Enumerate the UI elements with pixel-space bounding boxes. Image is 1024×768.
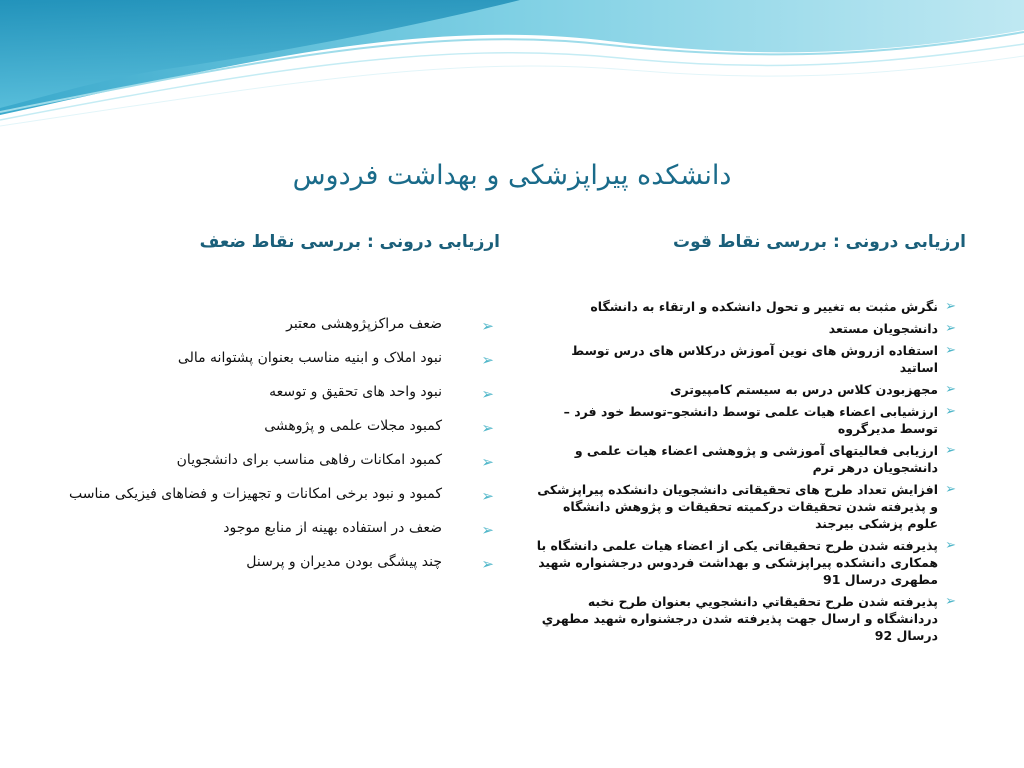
arrow-bullet-icon: ➢ [945,538,956,553]
list-item: ➢ ضعف در استفاده بهینه از منابع موجود [54,516,494,541]
list-item: ➢ نبود املاک و ابنیه مناسب بعنوان پشتوانه مالی [54,346,494,371]
arrow-bullet-icon: ➢ [945,404,956,419]
list-item: ➢ افزایش تعداد طرح های تحقیقاتی دانشجویان دانشکده پیراپزشکی و پذیرفته شدن تحقیقات درکمیته تحقیقات و پژوهش دانشگاه علوم پزشکی بیرجند [537,482,956,531]
list-item: ➢ پذیرفته شدن طرح تحقیقاتي دانشجويي بعنوان طرح نخبه دردانشگاه و ارسال جهت پذيرفته شدن درجشنواره شهيد مطهري درسال 92 [541,594,956,643]
arrow-bullet-icon: ➢ [945,321,956,336]
weaknesses-list [54,312,494,584]
list-item: ➢ استفاده ازروش های نوین آموزش درکلاس های درس توسط اساتید [571,343,956,375]
arrow-bullet-icon: ➢ [945,594,956,609]
arrow-bullet-icon: ➢ [481,385,494,403]
list-item: ➢ ارزیابی فعالیتهای آموزشی و پژوهشی اعضاء هیات علمی و دانشجویان درهر ترم [574,443,956,475]
arrow-bullet-icon: ➢ [945,482,956,497]
arrow-bullet-icon: ➢ [481,453,494,471]
list-item: ➢ دانشجویان مستعد [828,321,956,336]
list-item: ➢ نگرش مثبت به تغییر و تحول دانشکده و ارتقاء به دانشگاه [590,299,956,314]
list-item: ➢ کمبود و نبود برخی امکانات و تجهیزات و فضاهای فیزیکی مناسب [54,482,494,507]
list-item: ➢ چند پیشگی بودن مدیران و پرسنل [54,550,494,575]
arrow-bullet-icon: ➢ [481,487,494,505]
list-item: ➢ کمبود مجلات علمی و پژوهشی [54,414,494,439]
list-item: ➢ مجهزبودن کلاس درس به سیستم کامپیوتری [670,382,956,397]
arrow-bullet-icon: ➢ [945,382,956,397]
strengths-heading: ارزیابی درونی : بررسی نقاط قوت [673,232,966,252]
arrow-bullet-icon: ➢ [945,343,956,358]
list-item: ➢ کمبود امکانات رفاهی مناسب برای دانشجویان [54,448,494,473]
header-wave-decoration [0,0,1024,130]
arrow-bullet-icon: ➢ [481,351,494,369]
strengths-list [536,298,956,649]
arrow-bullet-icon: ➢ [481,317,494,335]
arrow-bullet-icon: ➢ [481,555,494,573]
arrow-bullet-icon: ➢ [481,521,494,539]
arrow-bullet-icon: ➢ [945,443,956,458]
slide-title: دانشکده پیراپزشکی و بهداشت فردوس [292,160,732,191]
list-item: ➢ ارزشیابی اعضاء هیات علمی توسط دانشجو–توسط خود فرد – توسط مدیرگروه [563,404,956,436]
list-item: ➢ نبود واحد های تحقیق و توسعه [54,380,494,405]
list-item: ➢ ضعف مراکزپژوهشی معتبر [54,312,494,337]
weaknesses-heading: ارزیابی درونی : بررسی نقاط ضعف [199,232,500,252]
arrow-bullet-icon: ➢ [945,299,956,314]
arrow-bullet-icon: ➢ [481,419,494,437]
list-item: ➢ پذیرفته شدن طرح تحقیقاتی یکی از اعضاء هیات علمی دانشگاه با همکاری دانشکده پیراپزشکی و بهداشت فردوس درجشنواره شهید مطهری درسال 91 [536,538,956,587]
